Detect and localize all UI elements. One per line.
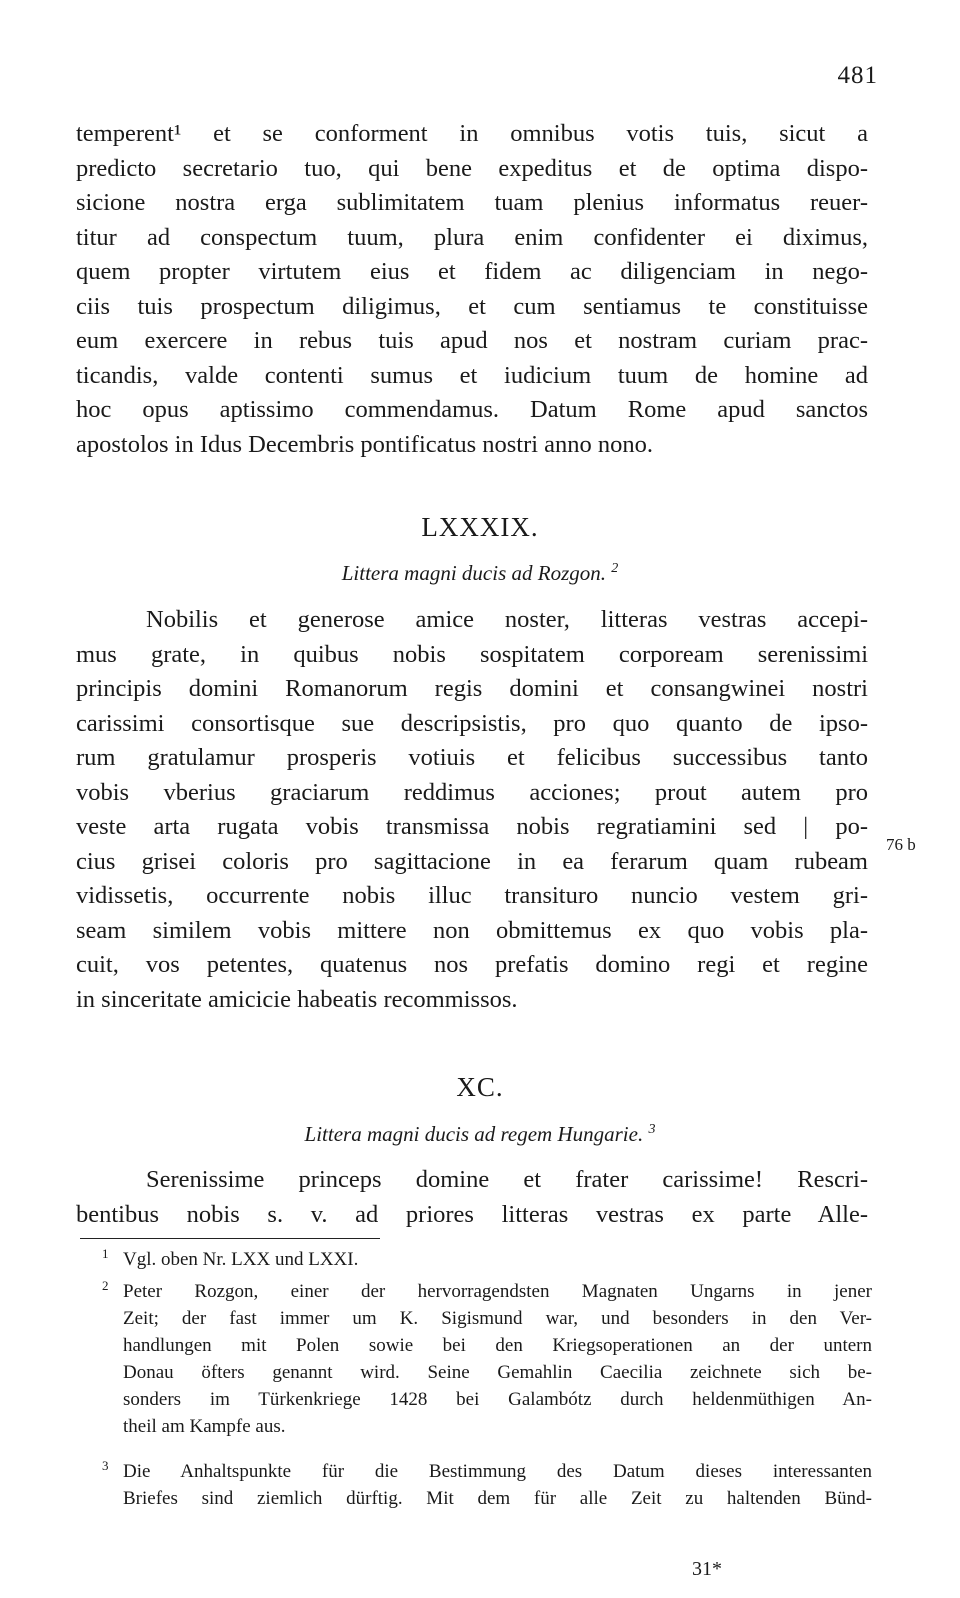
footnote-marker: 2 — [102, 1278, 109, 1293]
footnote-ref: 2 — [611, 561, 619, 576]
text-line: predicto secretario tuo, qui bene expeditus et de optima dispo- — [76, 154, 868, 182]
section-numeral: XC. — [456, 1072, 504, 1102]
footnote-line: Briefes sind ziemlich dürftig. Mit dem für alle Zeit zu haltenden Bünd- — [123, 1488, 872, 1509]
footnote-line: Donau öfters genannt wird. Seine Gemahlin Caecilia zeichnete sich be- — [123, 1362, 872, 1383]
footnote-line: theil am Kampfe aus. — [123, 1416, 286, 1437]
footnote — [90, 1458, 872, 1512]
letter-continuation — [76, 117, 868, 462]
subtitle-text: Littera magni ducis ad Rozgon. — [341, 561, 606, 585]
text-line: eum exercere in rebus tuis apud nos et nostram curiam prac- — [76, 327, 868, 354]
text-line: quem propter virtutem eius et fidem ac diligenciam in nego- — [76, 258, 868, 285]
text-line: vidissetis, occurrente nobis illuc transituro nuncio vestem gri- — [76, 882, 868, 909]
footnote-line: Peter Rozgon, einer der hervorragendsten Magnaten Ungarns in jener — [123, 1281, 872, 1302]
footnote-line: Die Anhaltspunkte für die Bestimmung des Datum dieses interessanten — [123, 1461, 872, 1482]
page-number: 481 — [837, 62, 878, 89]
text-line: sicione nostra erga sublimitatem tuam plenius informatus reuer- — [76, 189, 868, 216]
footnote-divider — [80, 1238, 380, 1239]
text-line: carissimi consortisque sue descripsistis, pro quo quanto de ipso- — [76, 709, 868, 737]
text-line: ticandis, valde contenti sumus et iudicium tuum de homine ad — [76, 361, 868, 389]
footnote-marker: 3 — [102, 1458, 109, 1473]
text-line: Serenissime princeps domine et frater carissime! Rescri- — [146, 1166, 868, 1193]
margin-folio-note: 76 b — [886, 835, 916, 854]
text-line: principis domini Romanorum regis domini et consangwinei nostri — [76, 675, 868, 702]
text-line: mus grate, in quibus nobis sospitatem corpoream serenissimi — [76, 640, 868, 668]
footnote-line: Zeit; der fast immer um K. Sigismund war, und besonders in den Ver- — [123, 1308, 872, 1329]
section-subtitle — [0, 561, 960, 586]
section-subtitle — [0, 1122, 960, 1147]
subtitle-text: Littera magni ducis ad regem Hungarie. — [304, 1122, 644, 1146]
text-line: in sinceritate amicicie habeatis recommissos. — [76, 985, 518, 1013]
text-line: cius grisei coloris pro sagittacione in ea ferarum quam rubeam — [76, 847, 868, 875]
signature-mark: 31* — [692, 1558, 722, 1580]
text-line: temperent¹ et se conforment in omnibus votis tuis, sicut a — [76, 120, 868, 147]
text-line: ciis tuis prospectum diligimus, et cum sentiamus te constituisse — [76, 292, 868, 320]
text-line: Nobilis et generose amice noster, litteras vestras accepi- — [146, 606, 868, 633]
text-line: apostolos in Idus Decembris pontificatus nostri anno nono. — [76, 430, 654, 458]
text-line: hoc opus aptissimo commendamus. Datum Rome apud sanctos — [76, 396, 868, 423]
footnote-line: Vgl. oben Nr. LXX und LXXI. — [123, 1249, 359, 1270]
text-line: veste arta rugata vobis transmissa nobis regratiamini sed | po- — [76, 813, 868, 840]
text-line: vobis vberius graciarum reddimus acciones; prout autem pro — [76, 778, 868, 806]
section-numeral: LXXXIX. — [421, 512, 539, 542]
text-line: titur ad conspectum tuum, plura enim confidenter ei diximus, — [76, 223, 868, 251]
text-line: seam similem vobis mittere non obmittemus ex quo vobis pla- — [76, 916, 868, 944]
footnote-marker: 1 — [102, 1246, 109, 1261]
text-line: bentibus nobis s. v. ad priores litteras vestras ex parte Alle- — [76, 1200, 868, 1228]
footnote — [90, 1246, 872, 1273]
footnote-ref: 3 — [648, 1122, 656, 1137]
letter-body — [76, 1163, 868, 1232]
letter-body — [76, 603, 868, 1017]
footnote-line: sonders im Türkenkriege 1428 bei Galambótz durch heldenmüthigen An- — [123, 1389, 872, 1410]
footnote-line: handlungen mit Polen sowie bei den Kriegsoperationen an der untern — [123, 1335, 872, 1356]
text-line: cuit, vos petentes, quatenus nos prefatis domino regi et regine — [76, 951, 868, 978]
footnote — [90, 1278, 872, 1440]
text-line: rum gratulamur prosperis votiuis et felicibus successibus tanto — [76, 744, 868, 771]
